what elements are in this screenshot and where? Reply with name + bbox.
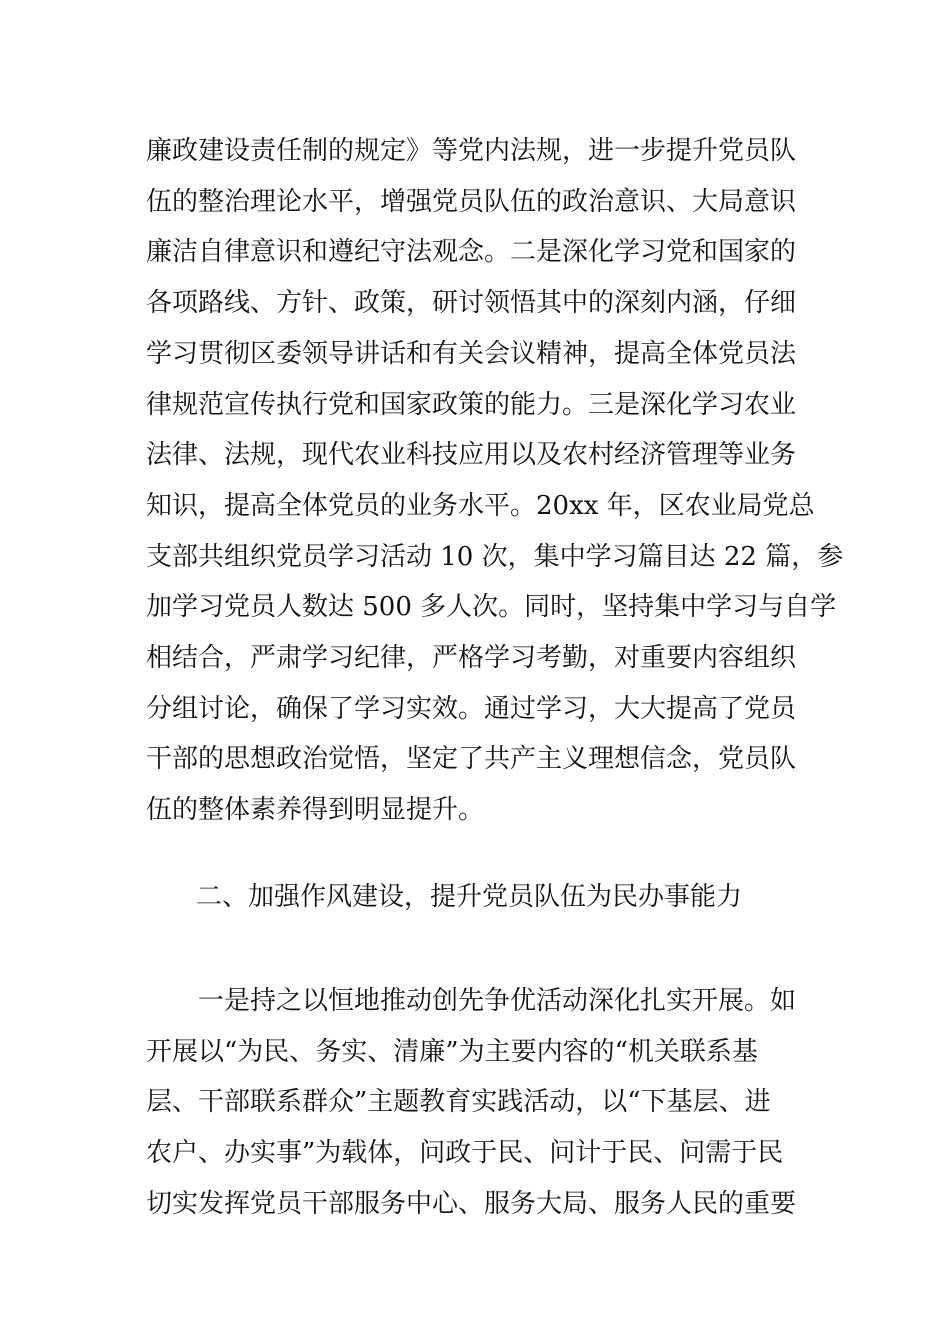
text-line: 法律、法规，现代农业科技应用以及农村经济管理等业务 (146, 440, 797, 471)
text-line: 干部的思想政治觉悟，坚定了共产主义理想信念，党员队 (146, 744, 797, 775)
text-line: 切实发挥党员干部服务中心、服务大局、服务人民的重要 (146, 1188, 797, 1219)
text-line: 相结合，严肃学习纪律，严格学习考勤，对重要内容组织 (146, 643, 797, 674)
text-line: 知识，提高全体党员的业务水平。20xx 年，区农业局党总 (146, 490, 815, 521)
text-line: 支部共组织党员学习活动 10 次，集中学习篇目达 22 篇，参 (146, 541, 844, 572)
text-line: 开展以“为民、务实、清廉”为主要内容的“机关联系基 (146, 1036, 758, 1067)
body-paragraph-2 (146, 976, 806, 1230)
body-paragraph-1 (146, 126, 844, 836)
section-heading-text: 二、加强作风建设，提升党员队伍为民办事能力 (196, 882, 743, 912)
text-line: 加学习党员人数达 500 多人次。同时，坚持集中学习与自学 (146, 592, 837, 623)
text-line: 农户、办实事”为载体，问政于民、问计于民、问需于民 (146, 1138, 784, 1169)
text-line: 伍的整体素养得到明显提升。 (146, 795, 485, 826)
text-line: 廉洁自律意识和遵纪守法观念。二是深化学习党和国家的 (146, 237, 797, 268)
text-line: 分组讨论，确保了学习实效。通过学习，大大提高了党员 (146, 693, 797, 724)
section-heading (196, 872, 806, 923)
text-line: 廉政建设责任制的规定》等党内法规，进一步提升党员队 (146, 136, 797, 166)
text-line: 学习贯彻区委领导讲话和有关会议精神，提高全体党员法 (146, 338, 797, 369)
text-line: 律规范宣传执行党和国家政策的能力。三是深化学习农业 (146, 389, 797, 420)
text-line: 伍的整治理论水平，增强党员队伍的政治意识、大局意识 (146, 186, 797, 217)
text-line: 层、干部联系群众”主题教育实践活动，以“下基层、进 (146, 1087, 771, 1118)
text-line: 各项路线、方针、政策，研讨领悟其中的深刻内涵，仔细 (146, 288, 797, 319)
text-line: 一是持之以恒地推动创先争优活动深化扎实开展。如 (198, 986, 797, 1016)
